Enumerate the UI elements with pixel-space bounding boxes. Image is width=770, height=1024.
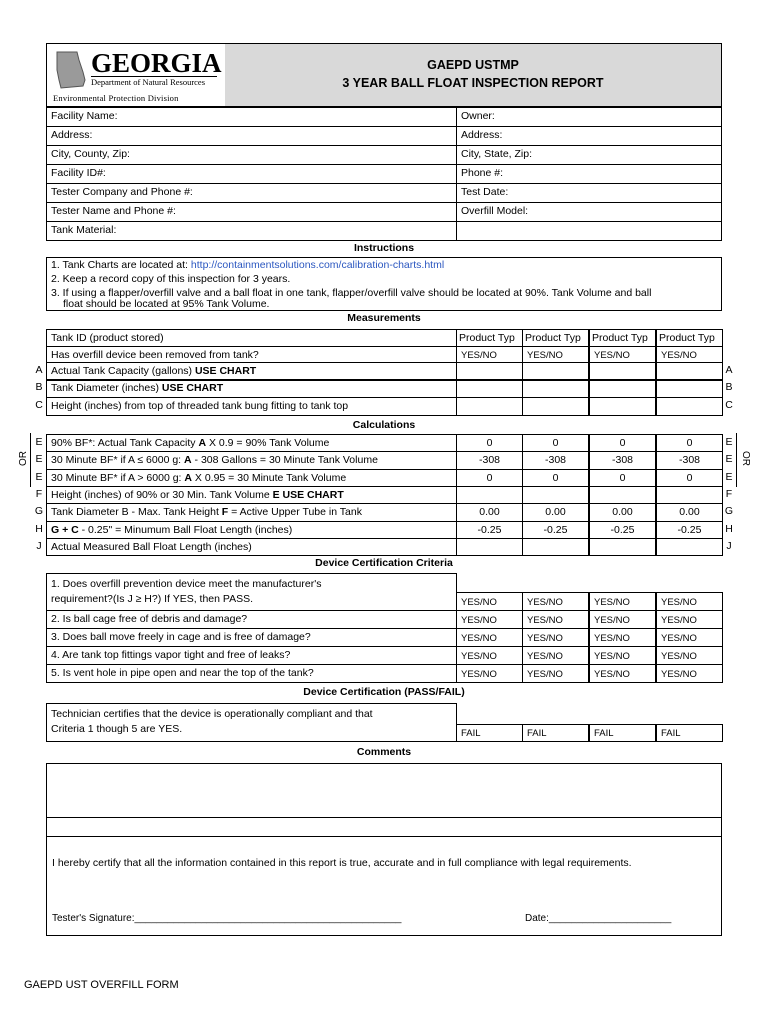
calc-h-value-0: -0.25 [456,521,523,539]
instruction-3a: 3. If using a flapper/overfill valve and a ball float in one tank, flapper/overfill valve should be located at 90%. Tank Volume and ball [51,287,652,299]
row-letter-left: F [35,488,43,500]
calc-e1-value-2: 0 [589,434,656,452]
logo-division-text: Environmental Protection Division [53,93,179,103]
calc-h-label [46,521,457,539]
calc-j-value-3[interactable] [656,538,723,556]
overfill-removed-yesno-2[interactable]: YES/NO [589,346,656,363]
tank-diameter-input-3[interactable] [656,379,723,398]
info-right-6[interactable] [456,221,722,241]
calc-g-label-part-0: Tank Diameter B - Max. Tank Height [51,506,222,518]
certification-heading: Device Certification (PASS/FAIL) [303,686,465,698]
calc-f-label-part-0: Height (inches) of 90% or 30 Min. Tank Volume [51,489,273,501]
info-right-1[interactable]: Address: [456,126,722,146]
tank-id-label: Tank ID (product stored) [46,329,457,347]
calc-j-value-0[interactable] [456,538,523,556]
certification-line-1: Criteria 1 though 5 are YES. [51,723,183,735]
info-right-2[interactable]: City, State, Zip: [456,145,722,165]
row-letter-right: B [725,381,733,393]
calc-h-value-2: -0.25 [589,521,656,539]
row-letter-left: J [36,540,42,552]
calc-j-value-2[interactable] [589,538,656,556]
report-title-line2: 3 YEAR BALL FLOAT INSPECTION REPORT [342,76,604,90]
row-letter-left: E [35,436,43,448]
info-left-4[interactable]: Tester Company and Phone #: [46,183,457,203]
comments-heading: Comments [356,746,412,758]
overfill-removed-label: Has overfill device been removed from tank? [46,346,457,363]
criteria-q2-yesno-3[interactable]: YES/NO [656,610,723,629]
footer-label: GAEPD UST OVERFILL FORM [24,979,179,991]
row-letter-right: J [726,540,732,552]
criteria-q1-yesno-2[interactable]: YES/NO [589,592,656,611]
calc-e3-label [46,469,457,487]
calc-e3-label-part-1: A [184,472,192,484]
product-type-header-0[interactable]: Product Typ [456,329,523,347]
instruction-1-text: 1. Tank Charts are located at: [51,259,191,271]
bung-height-input-2[interactable] [589,397,656,416]
criteria-q2-yesno-2[interactable]: YES/NO [589,610,656,629]
calc-e2-label-part-2: - 308 Gallons = 30 Minute Tank Volume [191,454,378,466]
info-left-3[interactable]: Facility ID#: [46,164,457,184]
calc-g-value-3: 0.00 [656,503,723,522]
date-line[interactable]: Date:______________________ [525,913,672,924]
row-letter-right: E [725,471,733,483]
info-left-2[interactable]: City, County, Zip: [46,145,457,165]
instructions-heading: Instructions [353,242,415,254]
or-label-left: OR [18,451,29,466]
criteria-q1 [46,573,457,611]
calc-j-value-1[interactable] [522,538,589,556]
calc-e3-value-3: 0 [656,469,723,487]
calc-e1-label-part-0: 90% BF*: Actual Tank Capacity [51,437,199,449]
pass-fail-1[interactable]: FAIL [522,724,589,742]
row-letter-right: E [725,453,733,465]
overfill-removed-yesno-1[interactable]: YES/NO [522,346,589,363]
info-right-3[interactable]: Phone #: [456,164,722,184]
logo-main-text: GEORGIA [91,48,222,78]
calc-e2-label-part-1: A [184,454,192,466]
calc-j-label [46,538,457,556]
georgia-state-icon [53,50,87,90]
calc-e1-value-0: 0 [456,434,523,452]
row-letter-right: G [724,505,734,517]
criteria-q4-yesno-3[interactable]: YES/NO [656,646,723,665]
calc-e2-value-0: -308 [456,451,523,470]
tank-capacity-label-part-0: Actual Tank Capacity (gallons) [51,365,195,377]
bung-height-input-1[interactable] [522,397,589,416]
tank-capacity-label-part-1: USE CHART [194,365,257,377]
calc-g-label-part-1: F [221,506,229,518]
product-type-header-3[interactable]: Product Typ [656,329,723,347]
bung-height-label-part-0: Height (inches) from top of threaded tank bung fitting to tank top [51,400,349,412]
instruction-2: 2. Keep a record copy of this inspection for 3 years. [51,273,291,285]
row-letter-left: E [35,471,43,483]
measurements-heading: Measurements [347,312,421,324]
calculations-heading: Calculations [352,419,416,431]
row-letter-left: E [35,453,43,465]
calc-g-label-part-2: = Active Upper Tube in Tank [228,506,362,518]
calc-f-value-1[interactable] [522,486,589,504]
criteria-heading: Device Certification Criteria [315,557,453,569]
calc-e2-label-part-0: 30 Minute BF* if A ≤ 6000 g: [51,454,185,466]
criteria-q5-yesno-3[interactable]: YES/NO [656,664,723,683]
tank-diameter-input-0[interactable] [456,379,523,398]
calc-e2-value-3: -308 [656,451,723,470]
criteria-q2: 2. Is ball cage free of debris and damage? [46,610,457,629]
comments-field-2[interactable] [46,817,722,837]
calc-e3-value-0: 0 [456,469,523,487]
calc-e3-label-part-0: 30 Minute BF* if A > 6000 g: [51,472,185,484]
row-letter-right: C [725,399,733,411]
criteria-q1-line-1: requirement?(Is J ≥ H?) If YES, then PASS. [51,593,254,605]
calc-e2-value-2: -308 [589,451,656,470]
tank-diameter-label-part-1: USE CHART [161,382,224,394]
info-right-0[interactable]: Owner: [456,107,722,127]
calc-g-value-1: 0.00 [522,503,589,522]
info-right-4[interactable]: Test Date: [456,183,722,203]
info-left-5[interactable]: Tester Name and Phone #: [46,202,457,222]
product-type-header-2[interactable]: Product Typ [589,329,656,347]
criteria-q4-yesno-1[interactable]: YES/NO [522,646,589,665]
criteria-q2-yesno-0[interactable]: YES/NO [456,610,523,629]
bung-height-input-0[interactable] [456,397,523,416]
calc-h-label-part-1: - 0.25" = Minumum Ball Float Length (inches) [78,524,293,536]
pass-fail-2[interactable]: FAIL [589,724,656,742]
row-letter-right: H [725,523,733,535]
tank-diameter-input-1[interactable] [522,379,589,398]
row-letter-right: E [725,436,733,448]
overfill-removed-yesno-0[interactable]: YES/NO [456,346,523,363]
calc-h-value-3: -0.25 [656,521,723,539]
calc-e1-label [46,434,457,452]
info-right-5[interactable]: Overfill Model: [456,202,722,222]
calc-e3-value-2: 0 [589,469,656,487]
criteria-q1-line-0: 1. Does overfill prevention device meet the manufacturer's [51,578,322,590]
criteria-q4-yesno-2[interactable]: YES/NO [589,646,656,665]
calc-h-label-part-0: G + C [51,524,79,536]
georgia-logo [47,44,225,106]
certify-box [46,836,722,936]
criteria-q4: 4. Are tank top fittings vapor tight and free of leaks? [46,646,457,665]
row-letter-left: A [35,364,43,376]
bung-height-label [46,397,457,416]
or-label-right: OR [740,451,751,466]
instructions-box [46,257,722,311]
criteria-q1-yesno-3[interactable]: YES/NO [656,592,723,611]
calc-f-label-part-1: E USE CHART [272,489,344,501]
or-bracket-right [736,433,737,487]
bung-height-input-3[interactable] [656,397,723,416]
row-letter-left: H [35,523,43,535]
calc-e2-value-1: -308 [522,451,589,470]
criteria-q3-yesno-3[interactable]: YES/NO [656,628,723,647]
calibration-charts-link[interactable]: http://containmentsolutions.com/calibration-charts.html [190,259,445,271]
calc-e1-label-part-2: X 0.9 = 90% Tank Volume [206,437,330,449]
criteria-q1-yesno-1[interactable]: YES/NO [522,592,589,611]
criteria-q3: 3. Does ball move freely in cage and is free of damage? [46,628,457,647]
info-left-1[interactable]: Address: [46,126,457,146]
info-left-6[interactable]: Tank Material: [46,221,457,241]
row-letter-left: G [34,505,44,517]
tank-diameter-label [46,379,457,398]
criteria-q2-yesno-1[interactable]: YES/NO [522,610,589,629]
criteria-q5-yesno-2[interactable]: YES/NO [589,664,656,683]
certify-statement: I hereby certify that all the information contained in this report is true, accurate and in full compliance with legal requirements. [52,857,632,869]
calc-h-value-1: -0.25 [522,521,589,539]
logo-sub-text: Department of Natural Resources [91,76,217,87]
tank-diameter-label-part-0: Tank Diameter (inches) [51,382,162,394]
criteria-q5: 5. Is vent hole in pipe open and near the top of the tank? [46,664,457,683]
calc-f-value-3[interactable] [656,486,723,504]
pass-fail-3[interactable]: FAIL [656,724,723,742]
criteria-q5-yesno-0[interactable]: YES/NO [456,664,523,683]
certification-statement [46,703,457,742]
calc-f-value-0[interactable] [456,486,523,504]
calc-g-value-2: 0.00 [589,503,656,522]
criteria-q1-yesno-0[interactable]: YES/NO [456,592,523,611]
calc-g-value-0: 0.00 [456,503,523,522]
overfill-removed-yesno-3[interactable]: YES/NO [656,346,723,363]
calc-g-label [46,503,457,522]
criteria-q5-yesno-1[interactable]: YES/NO [522,664,589,683]
certification-line-0: Technician certifies that the device is operationally compliant and that [51,708,373,720]
calc-e3-label-part-2: X 0.95 = 30 Minute Tank Volume [191,472,347,484]
instruction-3b: float should be located at 95% Tank Volume. [63,298,270,310]
row-letter-right: A [725,364,733,376]
criteria-q3-yesno-0[interactable]: YES/NO [456,628,523,647]
calc-e1-label-part-1: A [198,437,207,449]
or-bracket-left [30,433,31,487]
calc-f-value-2[interactable] [589,486,656,504]
comments-field[interactable] [46,763,722,818]
calc-f-label [46,486,457,504]
calc-e2-label [46,451,457,470]
pass-fail-0[interactable]: FAIL [456,724,523,742]
criteria-q4-yesno-0[interactable]: YES/NO [456,646,523,665]
row-letter-left: C [35,399,43,411]
product-type-header-1[interactable]: Product Typ [522,329,589,347]
row-letter-left: B [35,381,43,393]
calc-j-label-part-0: Actual Measured Ball Float Length (inches) [51,541,252,553]
report-title-line1: GAEPD USTMP [427,58,519,72]
info-left-0[interactable]: Facility Name: [46,107,457,127]
header-banner [46,43,722,107]
instruction-1 [51,259,444,271]
calc-e1-value-3: 0 [656,434,723,452]
row-letter-right: F [725,488,733,500]
tester-signature-line[interactable]: Tester's Signature:________________________________________________ [52,913,402,924]
calc-e1-value-1: 0 [522,434,589,452]
criteria-q3-yesno-2[interactable]: YES/NO [589,628,656,647]
calc-e3-value-1: 0 [522,469,589,487]
criteria-q3-yesno-1[interactable]: YES/NO [522,628,589,647]
tank-diameter-input-2[interactable] [589,379,656,398]
